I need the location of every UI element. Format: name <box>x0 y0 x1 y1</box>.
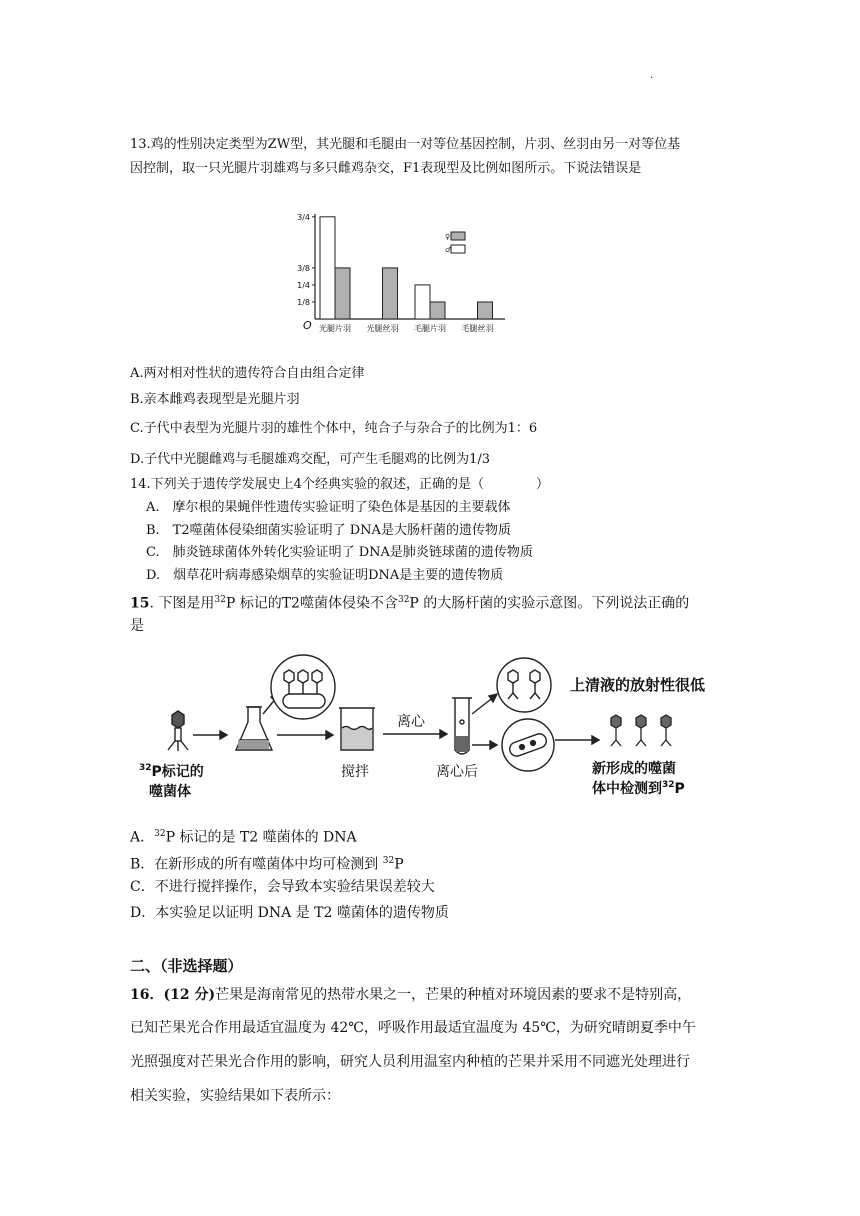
category-label: 毛腿丝羽 <box>461 324 494 333</box>
label-supernatant: 上清液的放射性很低 <box>570 676 706 694</box>
bar-female <box>478 302 493 319</box>
category-label: 光腿片羽 <box>319 324 351 333</box>
q13-bar-chart <box>285 212 515 340</box>
label-new-phage-line2: 体中检测到$^{32}$P <box>592 780 685 797</box>
beaker-icon <box>339 708 375 750</box>
arrow-4 <box>383 730 447 738</box>
sup-32: 32 <box>214 595 226 605</box>
y-tick-label: 3/4 <box>297 212 310 222</box>
q15-option-d: D．本实验足以证明 DNA 是 T2 噬菌体的遗传物质 <box>130 905 449 921</box>
pellet-circle-icon <box>502 719 554 771</box>
legend-label: ♂ <box>445 246 452 254</box>
legend-swatch <box>451 232 465 240</box>
bar-female <box>430 302 445 319</box>
q15-stem-line1 <box>130 590 689 614</box>
q13-option-c: C.子代中表型为光腿片羽的雄性个体中，纯合子与杂合子的比例为1：6 <box>130 421 538 436</box>
section-title: 二、（非选择题） <box>130 957 243 975</box>
q13-option-d: D.子代中光腿雌鸡与毛腿雄鸡交配，可产生毛腿鸡的比例为1/3 <box>130 452 491 467</box>
sup-32: 32 <box>397 595 410 605</box>
chart-categories <box>319 323 494 333</box>
arrow-1 <box>193 731 227 739</box>
new-phages-icon <box>611 715 671 746</box>
q15-option-a-text: P 标记的是 T2 噬菌体的 DNA <box>165 829 357 846</box>
q14-stem: 14.下列关于遗传学发展史上4个经典实验的叙述，正确的是（ ） <box>130 477 549 492</box>
label-stir: 搅拌 <box>341 764 369 780</box>
bar-male <box>320 217 335 319</box>
q14-option-a: A. 摩尔根的果蝇伴性遗传实验证明了染色体是基因的主要载体 <box>146 500 511 515</box>
q16-line3: 光照强度对芒果光合作用的影响，研究人员利用温室内种植的芒果并采用不同遮光处理进行 <box>130 1054 690 1070</box>
q15-number: 15 <box>130 595 150 612</box>
phage-experiment-diagram <box>135 652 715 802</box>
page-dot: . <box>650 70 654 81</box>
arrow-6 <box>472 741 497 749</box>
q13-option-a: A.两对相对性状的遗传符合自由组合定律 <box>130 366 365 381</box>
q14-option-c: C. 肺炎链球菌体外转化实验证明了 DNA是肺炎链球菌的遗传物质 <box>146 545 533 560</box>
arrow-7 <box>555 736 599 744</box>
q15-stem-a: . 下图是用 <box>149 595 215 612</box>
sup-32: 32 <box>382 856 395 866</box>
q13-stem-line1: 13.鸡的性别决定类型为ZW型，其光腿和毛腿由一对等位基因控制，片羽、丝羽由另一对等位基 <box>130 137 681 152</box>
bar-female <box>335 268 350 319</box>
y-tick-label: 1/4 <box>297 280 310 290</box>
q16-line2: 已知芒果光合作用最适宜温度为 42℃，呼吸作用最适宜温度为 45℃，为研究晴朗夏季中午 <box>130 1020 696 1036</box>
q16-line1-text: 芒果是海南常见的热带水果之一，芒果的种植对环境因素的要求不是特别高， <box>215 987 692 1003</box>
supernatant-circle-icon <box>497 658 551 712</box>
label-new-phage-line1: 新形成的噬菌 <box>592 761 676 777</box>
q13-stem-line2: 因控制，取一只光腿片羽雄鸡与多只雌鸡杂交，F1表现型及比例如图所示。下说法错误是 <box>130 161 642 176</box>
label-phage-line1: $^{32}$P标记的 <box>139 763 204 780</box>
q15-option-b-text: B．在新形成的所有噬菌体中均可检测到 <box>130 856 383 873</box>
q16-number: 16．(12 分) <box>130 987 216 1003</box>
q15-option-a-prefix: A． <box>130 829 155 846</box>
q14-option-b: B. T2噬菌体侵染细菌实验证明了 DNA是大肠杆菌的遗传物质 <box>146 523 511 538</box>
bar-male <box>415 285 430 319</box>
arrow-5 <box>472 694 497 714</box>
y-tick-label: 3/8 <box>297 263 310 273</box>
q16-line4: 相关实验，实验结果如下表所示： <box>130 1088 340 1104</box>
q15-stem-c: P 的大肠杆菌的实验示意图。下列说法正确的 <box>409 595 690 612</box>
q15-option-c: C．不进行搅拌操作，会导致本实验结果误差较大 <box>130 879 435 895</box>
label-centrifuge: 离心 <box>397 714 425 730</box>
chart-y-ticks <box>297 213 315 307</box>
infection-magnified-icon <box>271 655 335 719</box>
centrifuge-tube-icon <box>452 698 472 754</box>
chart-origin-label: O <box>303 319 312 332</box>
q15-stem-line2: 是 <box>130 618 144 634</box>
arrow-3 <box>277 731 333 739</box>
q16-line1 <box>130 985 691 1005</box>
q15-option-a <box>130 824 357 848</box>
category-label: 毛腿片羽 <box>414 324 446 333</box>
sup-32: 32 <box>154 829 166 839</box>
flask-icon <box>236 707 272 750</box>
legend-swatch <box>451 245 465 253</box>
q14-option-d: D. 烟草花叶病毒感染烟草的实验证明DNA是主要的遗传物质 <box>146 568 504 583</box>
y-tick-label: 1/8 <box>297 297 310 307</box>
legend-label: ♀ <box>445 233 451 241</box>
category-label: 光腿丝羽 <box>366 324 399 333</box>
q13-option-b: B.亲本雌鸡表现型是光腿片羽 <box>130 392 300 407</box>
chart-bars <box>320 217 493 319</box>
phage-icon <box>168 711 188 751</box>
q15-option-b-suffix: P <box>394 856 404 873</box>
bar-female <box>383 268 398 319</box>
chart-legend <box>445 232 465 254</box>
label-after-centrifuge: 离心后 <box>436 764 478 780</box>
label-phage-line2: 噬菌体 <box>149 784 191 800</box>
q15-stem-b: P 标记的T2噬菌体侵染不含 <box>225 595 398 612</box>
q15-option-b <box>130 851 404 875</box>
